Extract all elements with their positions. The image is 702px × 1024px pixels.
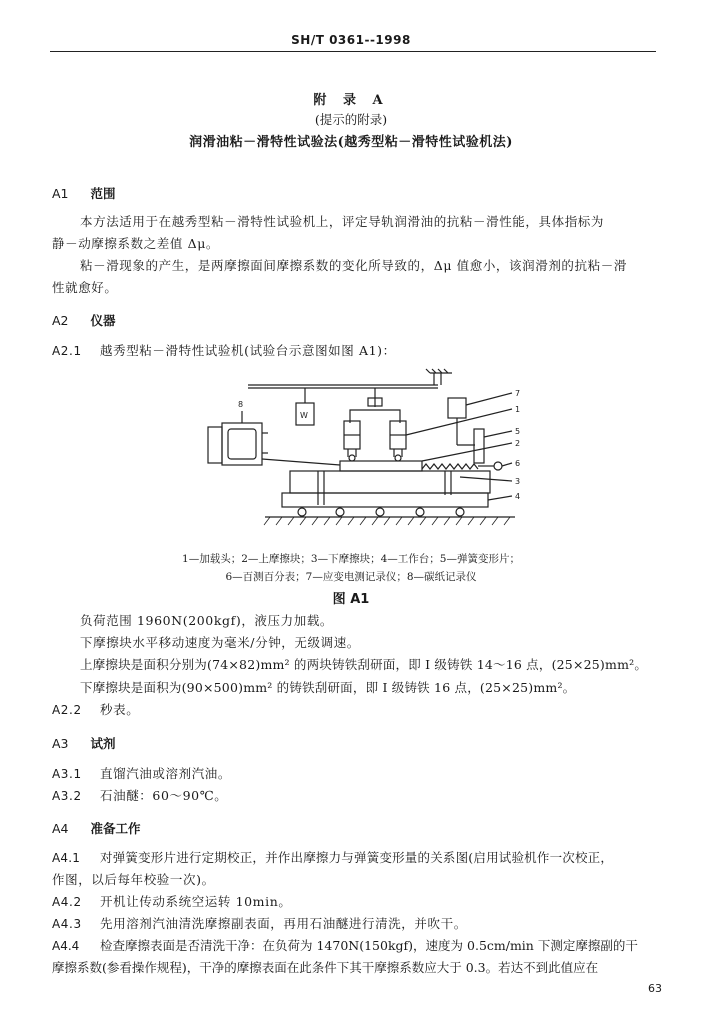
clause-text: 对弹簧变形片进行定期校正，并作出摩擦力与弹簧变形量的关系图(启用试验机作一次校正， bbox=[100, 850, 614, 865]
a2-1-speed: 下摩擦块水平移动速度为毫米/分钟，无级调速。 bbox=[80, 635, 360, 650]
clause-text: 开机让传动系统空运转 10min。 bbox=[100, 894, 292, 909]
clause-number: A2.2 bbox=[52, 703, 82, 717]
a4-4-line-2: 摩擦系数(参看操作规程)，干净的摩擦表面在此条件下其干摩擦系数应大于 0.3。若达不到此值应在 bbox=[52, 960, 599, 975]
a2-2-line bbox=[52, 700, 139, 720]
clause-text: 直馏汽油或溶剂汽油。 bbox=[100, 766, 232, 781]
figure-a1-diagram bbox=[190, 365, 530, 540]
section-number: A3 bbox=[52, 736, 69, 751]
header-rule bbox=[50, 51, 656, 52]
callout-6: 6 bbox=[515, 459, 521, 468]
clause-text: 越秀型粘－滑特性试验机(试验台示意图如图 A1)： bbox=[100, 343, 396, 358]
appendix-subtitle: (提示的附录) bbox=[314, 112, 388, 127]
figure-caption-line-1: 1—加载头；2—上摩擦块；3—下摩擦块；4—工作台；5—弹簧变形片； bbox=[182, 553, 520, 565]
figure-label: 图 A1 bbox=[332, 592, 370, 607]
clause-number: A4.2 bbox=[52, 895, 82, 909]
pivot-left bbox=[349, 455, 355, 461]
worktable bbox=[290, 471, 490, 493]
callout-7: 7 bbox=[515, 389, 521, 398]
pivot-right bbox=[395, 455, 401, 461]
a4-4-line-1 bbox=[52, 936, 638, 956]
clause-text: 秒表。 bbox=[100, 702, 140, 717]
section-title: 准备工作 bbox=[90, 821, 141, 836]
clause-number: A2.1 bbox=[52, 344, 82, 358]
a4-1-line-1 bbox=[52, 848, 613, 868]
strain-recorder bbox=[448, 398, 466, 418]
lower-friction-block bbox=[340, 461, 422, 471]
a4-2-line bbox=[52, 892, 291, 912]
clause-text: 先用溶剂汽油清洗摩擦副表面，再用石油醚进行清洗，并吹干。 bbox=[100, 916, 467, 931]
clause-text: 检查摩擦表面是否清洗干净：在负荷为 1470N(150kgf)，速度为 0.5cm/min 下测定摩擦副的干 bbox=[100, 938, 638, 953]
clause-text: 石油醚：60～90℃。 bbox=[100, 788, 228, 803]
section-title: 范围 bbox=[90, 186, 116, 201]
callout-w: W bbox=[300, 411, 308, 420]
a3-2-line bbox=[52, 786, 227, 806]
a4-3-line bbox=[52, 914, 467, 934]
a2-1-line bbox=[52, 341, 396, 361]
section-number: A2 bbox=[52, 313, 69, 328]
clause-number: A3.1 bbox=[52, 767, 82, 781]
spring-clamp bbox=[474, 429, 484, 463]
clause-number: A4.3 bbox=[52, 917, 82, 931]
a2-1-upper-block: 上摩擦块是面积分别为(74×82)mm² 的两块铸铁刮研面，即 I 级铸铁 14～16 点，(25×25)mm²。 bbox=[80, 657, 648, 672]
callout-5: 5 bbox=[515, 427, 521, 436]
a2-1-lower-block: 下摩擦块是面积为(90×500)mm² 的铸铁刮研面，即 I 级铸铁 16 点，(25×25)mm²。 bbox=[80, 680, 576, 695]
section-title: 仪器 bbox=[90, 313, 116, 328]
callout-2: 2 bbox=[515, 439, 521, 448]
spring-element bbox=[422, 464, 478, 469]
page-number: 63 bbox=[648, 982, 662, 995]
clause-number: A4.1 bbox=[52, 851, 81, 865]
a4-1-line-2: 作图，以后每年校验一次)。 bbox=[52, 872, 215, 887]
callout-4: 4 bbox=[515, 492, 521, 501]
appendix-title: 附 录 A bbox=[313, 93, 389, 108]
a1-paragraph-2-line-1: 粘－滑现象的产生，是两摩擦面间摩擦系数的变化所导致的，Δμ 值愈小，该润滑剂的抗粘－滑 bbox=[80, 258, 627, 273]
section-a3-heading bbox=[52, 734, 116, 752]
section-a1-heading bbox=[52, 184, 116, 202]
a2-1-load-range: 负荷范围 1960N(200kgf)，液压力加载。 bbox=[80, 613, 334, 628]
section-a2-heading bbox=[52, 311, 116, 329]
section-title: 试剂 bbox=[90, 736, 116, 751]
dial-indicator bbox=[494, 462, 502, 470]
a1-paragraph-1-line-2: 静－动摩擦系数之差值 Δμ。 bbox=[52, 236, 220, 251]
appendix-heading: 润滑油粘－滑特性试验法(越秀型粘－滑特性试验机法) bbox=[189, 135, 513, 150]
ceiling-mount bbox=[426, 369, 452, 385]
section-number: A1 bbox=[52, 186, 69, 201]
a3-1-line bbox=[52, 764, 231, 784]
callout-1: 1 bbox=[515, 405, 521, 414]
base-plate bbox=[282, 493, 488, 507]
a1-paragraph-2-line-2: 性就愈好。 bbox=[52, 280, 118, 295]
section-number: A4 bbox=[52, 821, 69, 836]
standard-code-header: SH/T 0361--1998 bbox=[291, 33, 411, 47]
section-a4-heading bbox=[52, 819, 141, 837]
clause-number: A4.4 bbox=[52, 939, 80, 953]
figure-caption-line-2: 6—百测百分表；7—应变电测记录仪；8—碳纸记录仪 bbox=[225, 571, 477, 583]
recorder-link bbox=[262, 459, 340, 465]
clause-number: A3.2 bbox=[52, 789, 82, 803]
callout-8: 8 bbox=[238, 400, 244, 409]
callout-3: 3 bbox=[515, 477, 521, 486]
a1-paragraph-1-line-1: 本方法适用于在越秀型粘－滑特性试验机上，评定导轨润滑油的抗粘－滑性能，具体指标为 bbox=[80, 214, 605, 229]
